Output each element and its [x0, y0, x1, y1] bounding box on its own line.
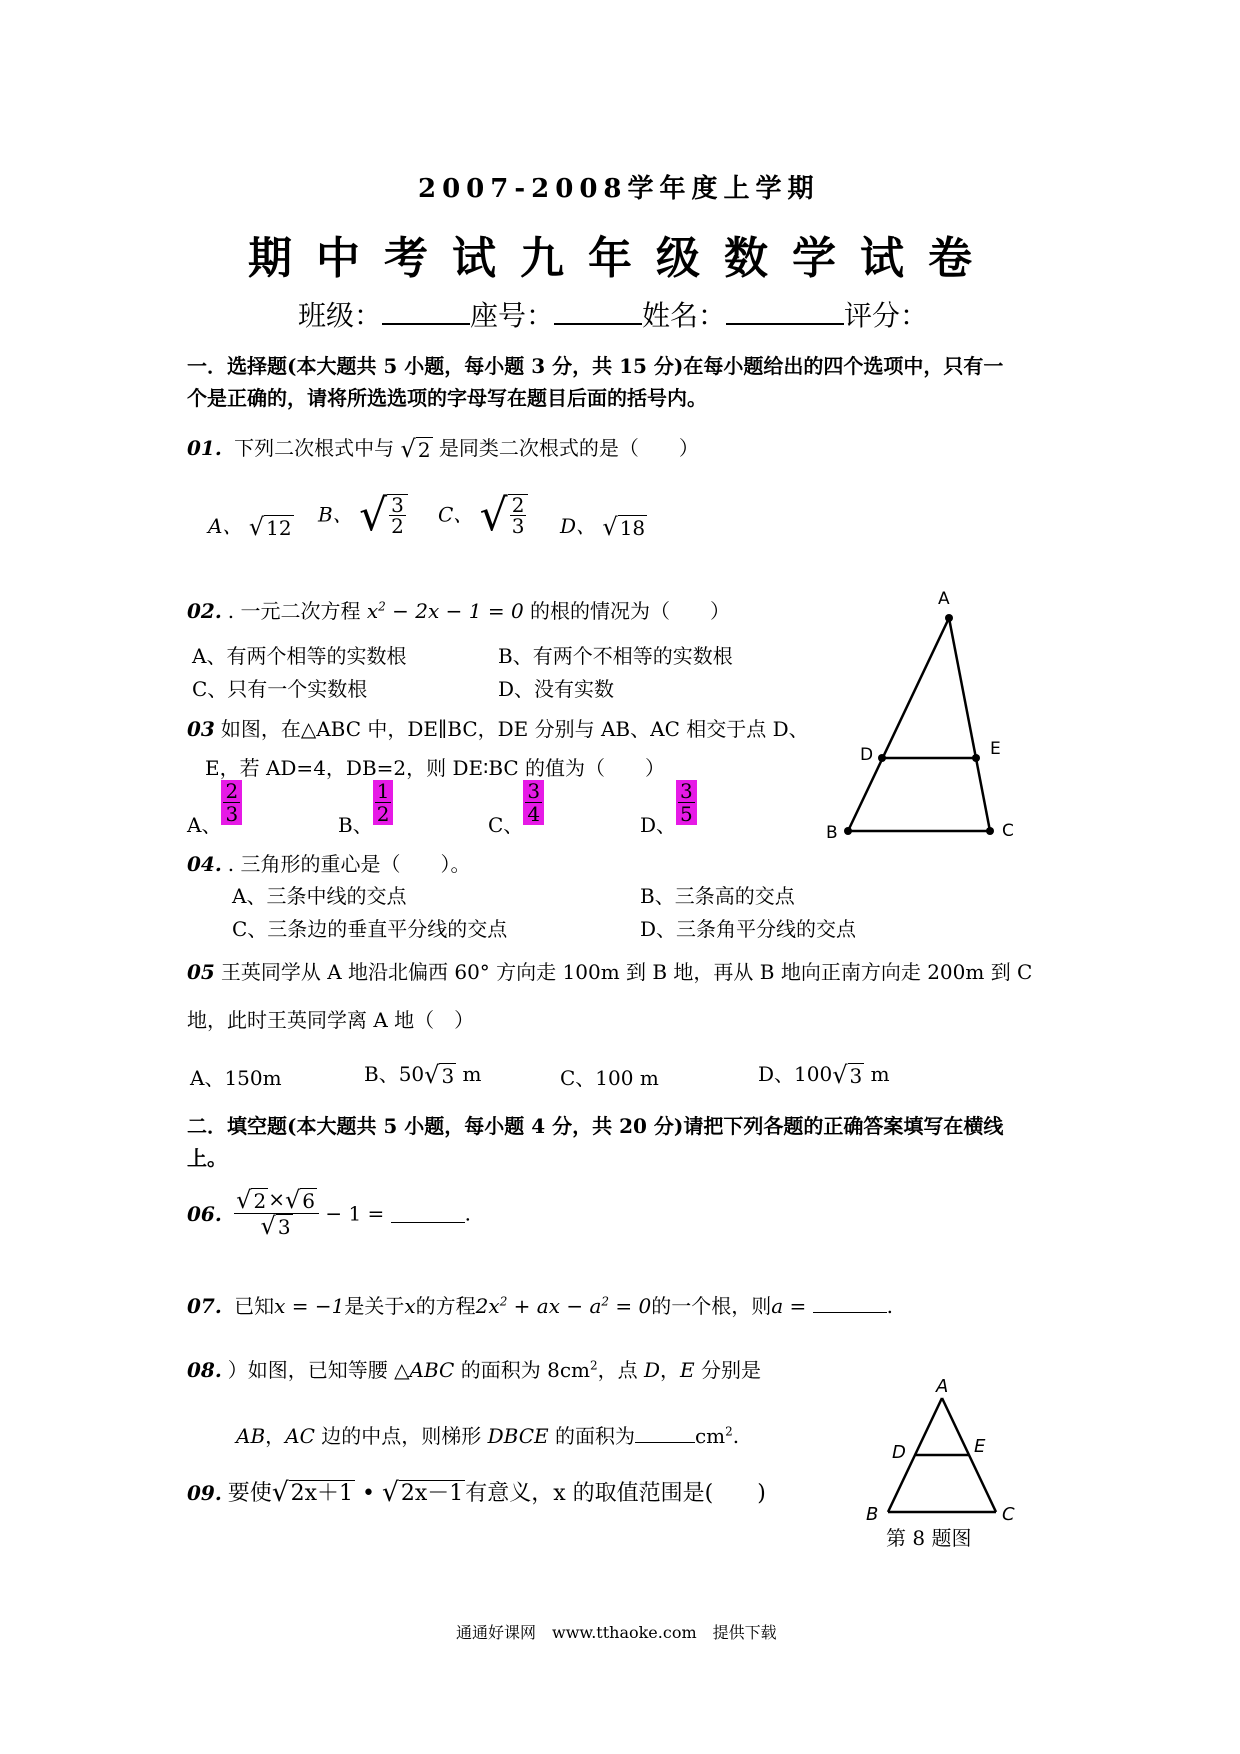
q2-option-d: D、没有实数: [498, 677, 615, 701]
point-c: [986, 827, 994, 835]
label-e: E: [974, 1436, 986, 1457]
question-number: 02.: [187, 599, 222, 623]
triangle-figure-q3: [810, 588, 1030, 848]
point-d: [878, 754, 886, 762]
year-title: 2007-2008学年度上学期: [418, 174, 820, 204]
q2-option-a: A、有两个相等的实数根: [192, 644, 407, 668]
question-number: 03: [187, 717, 215, 741]
class-field[interactable]: [382, 297, 470, 325]
name-label: 姓名：: [642, 299, 727, 332]
section2-heading-line2: 上。: [187, 1146, 227, 1170]
question-number: 09.: [187, 1481, 222, 1505]
q5-option-b: B、50 √ 3 m: [364, 1061, 482, 1089]
section1-heading-line1: 一．选择题(本大题共 5 小题，每小题 3 分，共 15 分)在每小题给出的四个选项中，只有一: [187, 354, 1004, 378]
student-info-row: [298, 294, 928, 334]
seat-label: 座号：: [470, 299, 555, 332]
sqrt-fraction: √ $\frac{3}{2}$: [359, 494, 408, 538]
point-a: [945, 614, 953, 622]
question-number: 08.: [187, 1358, 222, 1382]
q4-option-c: C、三条边的垂直平分线的交点: [232, 917, 508, 941]
figure-8-caption: 第 8 题图: [886, 1526, 972, 1550]
label-e: E: [990, 739, 1001, 759]
q1-option-b: B、 √ $\frac{3}{2}$: [318, 494, 408, 538]
label-d: D: [860, 745, 874, 765]
question-number: 01.: [187, 436, 222, 460]
q5-option-a: A、150m: [190, 1066, 282, 1090]
question-text: 下列二次根式中与: [234, 436, 395, 460]
label-b: B: [826, 823, 838, 843]
question-text: . 一元二次方程: [227, 599, 361, 623]
side-ac: [949, 618, 990, 831]
label-a: A: [936, 1376, 949, 1397]
section2-heading-line1: 二．填空题(本大题共 5 小题，每小题 4 分，共 20 分)请把下列各题的正确答案填写在横线: [187, 1114, 1004, 1138]
seat-field[interactable]: [554, 297, 642, 325]
question-number: 05: [187, 960, 215, 984]
question-3-line1: 03 如图，在△ABC 中，DE∥BC，DE 分别与 AB、AC 相交于点 D、: [187, 717, 809, 741]
section1-heading-line2: 个是正确的，请将所选选项的字母写在题目后面的括号内。: [187, 386, 707, 410]
exam-title: 期中考试九年级数学试卷: [248, 233, 996, 284]
label-c: C: [1002, 1504, 1015, 1525]
question-3-line2: E，若 AD=4，DB=2，则 DE∶BC 的值为（ ）: [205, 756, 666, 780]
question-9: 09. 要使 √ 2x＋1 • √ 2x－1 有意义，x 的取值范围是( ): [187, 1477, 766, 1509]
question-text: 是同类二次根式的是（ ）: [438, 436, 699, 460]
point-e: [972, 754, 980, 762]
label-b: B: [866, 1504, 879, 1525]
fraction-highlighted: $\frac{3}{4}$: [523, 780, 544, 825]
q1-option-c: C、 √ $\frac{2}{3}$: [438, 494, 528, 538]
footer-credit: 通通好课网 www.tthaoke.com 提供下载: [456, 1623, 777, 1642]
q2-option-c: C、只有一个实数根: [192, 677, 368, 701]
question-number: 04.: [187, 852, 222, 876]
question-8-line1: 08. ）如图，已知等腰 △ABC 的面积为 $8cm^2$，点 D，E 分别是: [187, 1358, 761, 1382]
side-ab: [848, 618, 949, 831]
q2-option-b: B、有两个不相等的实数根: [498, 644, 733, 668]
question-2: [187, 595, 730, 624]
sqrt-expression: √ 2: [400, 435, 431, 463]
class-label: 班级：: [298, 299, 383, 332]
q5-option-d: D、100 √ 3 m: [758, 1061, 890, 1089]
label-a: A: [938, 589, 950, 609]
sqrt-expression: √ 12: [248, 513, 292, 541]
question-1: [187, 432, 699, 462]
q3-option-a: A、 $\frac{2}{3}$: [187, 780, 242, 838]
answer-blank[interactable]: [635, 1424, 695, 1443]
question-7: 07. 已知x = −1是关于x的方程$2x^2$ + ax − $a^2 = 0$的一个根，则a = .: [187, 1294, 894, 1318]
question-5-line2: 地，此时王英同学离 A 地（ ）: [187, 1008, 475, 1032]
q4-option-d: D、三条角平分线的交点: [640, 917, 857, 941]
q5-option-c: C、100 m: [560, 1066, 659, 1090]
q1-option-d: D、 √ 18: [560, 513, 646, 541]
score-label: 评分：: [844, 299, 929, 332]
label-d: D: [892, 1442, 906, 1463]
fraction-expression: √ 2 × √ 6 √ 3: [234, 1188, 319, 1239]
q4-option-a: A、三条中线的交点: [232, 884, 407, 908]
question-text: 的根的情况为（ ）: [530, 599, 731, 623]
fraction-highlighted: $\frac{1}{2}$: [373, 780, 394, 825]
answer-blank[interactable]: [813, 1294, 887, 1313]
q3-option-d: D、 $\frac{3}{5}$: [640, 780, 697, 838]
point-b: [844, 827, 852, 835]
q1-option-a: A、 √ 12: [208, 513, 292, 541]
q3-option-b: B、 $\frac{1}{2}$: [338, 780, 393, 838]
sqrt-expression: √ 18: [602, 513, 646, 541]
question-6: 06. √ 2 × √ 6 √ 3 − 1 = .: [187, 1186, 472, 1240]
equation: $x^2 - 2x - 1 = 0$: [366, 599, 524, 623]
sqrt-expression: √ 2x－1: [382, 1477, 464, 1509]
name-field[interactable]: [726, 297, 844, 325]
question-5-line1: 05 王英同学从 A 地沿北偏西 60° 方向走 100m 到 B 地，再从 B 地向正南方向走 200m 到 C: [187, 960, 1033, 984]
q4-option-b: B、三条高的交点: [640, 884, 795, 908]
question-number: 07.: [187, 1294, 222, 1318]
sqrt-fraction: √ $\frac{2}{3}$: [480, 494, 529, 538]
label-c: C: [1002, 821, 1014, 841]
question-4: 04. . 三角形的重心是（ ）。: [187, 852, 471, 876]
fraction-highlighted: $\frac{2}{3}$: [221, 780, 242, 825]
question-8-line2: AB，AC 边的中点，则梯形 DBCE 的面积为 $cm^2$.: [236, 1424, 740, 1448]
sqrt-expression: √ 2x＋1: [271, 1477, 354, 1509]
fraction-highlighted: $\frac{3}{5}$: [676, 780, 697, 825]
question-number: 06.: [187, 1201, 222, 1226]
answer-blank[interactable]: [391, 1204, 465, 1223]
q3-option-c: C、 $\frac{3}{4}$: [488, 780, 544, 838]
